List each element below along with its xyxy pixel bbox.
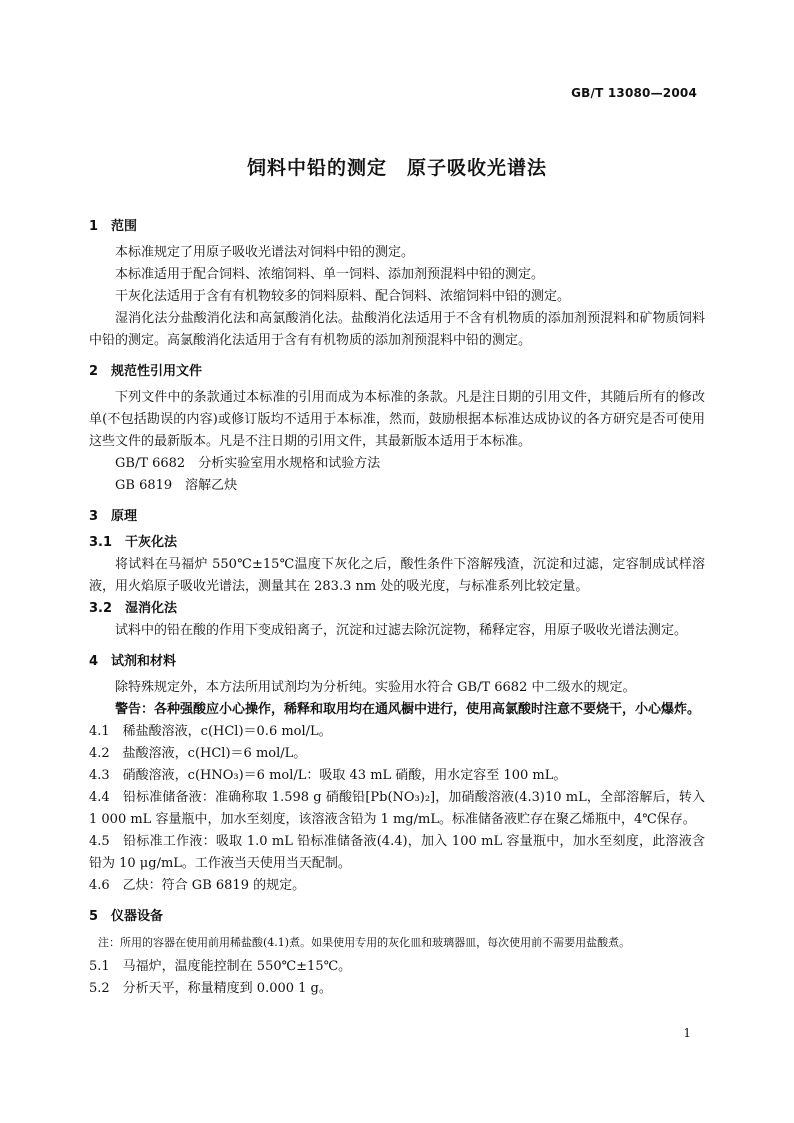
paragraph: 干灰化法适用于含有有机物较多的饲料原料、配合饲料、浓缩饲料中铅的测定。 [115,289,571,304]
list-item: 4.4 铅标准储备液：准确称取 1.598 g 硝酸铅[Pb(NO₃)₂]，加硝酸溶液(4.3)10 mL，全部溶解后，转入 1 000 mL 容量瓶中，加水至刻度，该溶液含铅为 1 mg/mL。标准储备液贮存在聚乙烯瓶中，4℃保存。 [89,790,705,827]
section-principle [89,506,705,642]
document-body [89,216,705,1000]
paragraph: 本标准适用于配合饲料、浓缩饲料、单一饲料、添加剂预混料中铅的测定。 [115,267,545,282]
list-item: 4.6 乙炔：符合 GB 6819 的规定。 [89,878,306,893]
list-item: 4.1 稀盐酸溶液，c(HCl)＝0.6 mol/L。 [89,724,332,739]
paragraph: 将试料在马福炉 550℃±15℃温度下灰化之后，酸性条件下溶解残渣，沉淀和过滤，定容制成试样溶液，用火焰原子吸收光谱法，测量其在 283.3 nm 处的吸光度，与标准系列比较定量。 [89,557,705,594]
paragraph: 本标准规定了用原子吸收光谱法对饲料中铅的测定。 [115,245,415,260]
warning-text: 警告：各种强酸应小心操作，稀释和取用均在通风橱中进行，使用高氯酸时注意不要烧干，小心爆炸。 [115,702,701,717]
section-normative-references [89,361,705,497]
section-apparatus [89,906,705,1000]
standard-code: GB/T 13080—2004 [571,86,697,100]
paragraph: 下列文件中的条款通过本标准的引用而成为本标准的条款。凡是注日期的引用文件，其随后所有的修改单(不包括勘误的内容)或修订版均不适用于本标准，然而，鼓励根据本标准达成协议的各方研究是否可使用这些文件的最新版本。凡是不注日期的引用文件，其最新版本适用于本标准。 [89,390,705,449]
paragraph: 试料中的铅在酸的作用下变成铅离子，沉淀和过滤去除沉淀物，稀释定容，用原子吸收光谱法测定。 [115,623,688,638]
list-item: 5.2 分析天平，称量精度到 0.000 1 g。 [89,981,332,996]
document-title: 饲料中铅的测定 原子吸收光谱法 [246,157,547,179]
subsection-heading: 3.1 干灰化法 [89,535,178,550]
paragraph: 除特殊规定外，本方法所用试剂均为分析纯。实验用水符合 GB/T 6682 中二级水的规定。 [115,680,636,695]
note-text: 注：所用的容器在使用前用稀盐酸(4.1)煮。如果使用专用的灰化皿和玻璃器皿，每次使用前不需要用盐酸煮。 [98,936,631,949]
list-item: 5.1 马福炉，温度能控制在 550℃±15℃。 [89,959,352,974]
section-heading: 2 规范性引用文件 [89,364,203,379]
subsection-heading: 3.2 湿消化法 [89,601,178,616]
section-heading: 4 试剂和材料 [89,654,177,669]
list-item: 4.3 硝酸溶液，c(HNO₃)＝6 mol/L：吸取 43 mL 硝酸，用水定容至 100 mL。 [89,768,567,783]
section-heading: 3 原理 [89,509,138,524]
section-reagents [89,651,705,897]
reference-item: GB 6819 溶解乙炔 [115,478,238,493]
section-heading: 1 范围 [89,219,138,234]
paragraph: 湿消化法分盐酸消化法和高氯酸消化法。盐酸消化法适用于不含有机物质的添加剂预混料和矿物质饲料中铅的测定。高氯酸消化法适用于含有有机物质的添加剂预混料中铅的测定。 [89,311,705,348]
list-item: 4.2 盐酸溶液，c(HCl)＝6 mol/L。 [89,746,307,761]
reference-item: GB/T 6682 分析实验室用水规格和试验方法 [115,456,381,471]
list-item: 4.5 铅标准工作液：吸取 1.0 mL 铅标准储备液(4.4)，加入 100 mL 容量瓶中，加水至刻度，此溶液含铅为 10 μg/mL。工作液当天使用当天配制。 [89,834,705,871]
section-heading: 5 仪器设备 [89,909,164,924]
section-scope [89,216,705,352]
page-number: 1 [683,1026,691,1040]
